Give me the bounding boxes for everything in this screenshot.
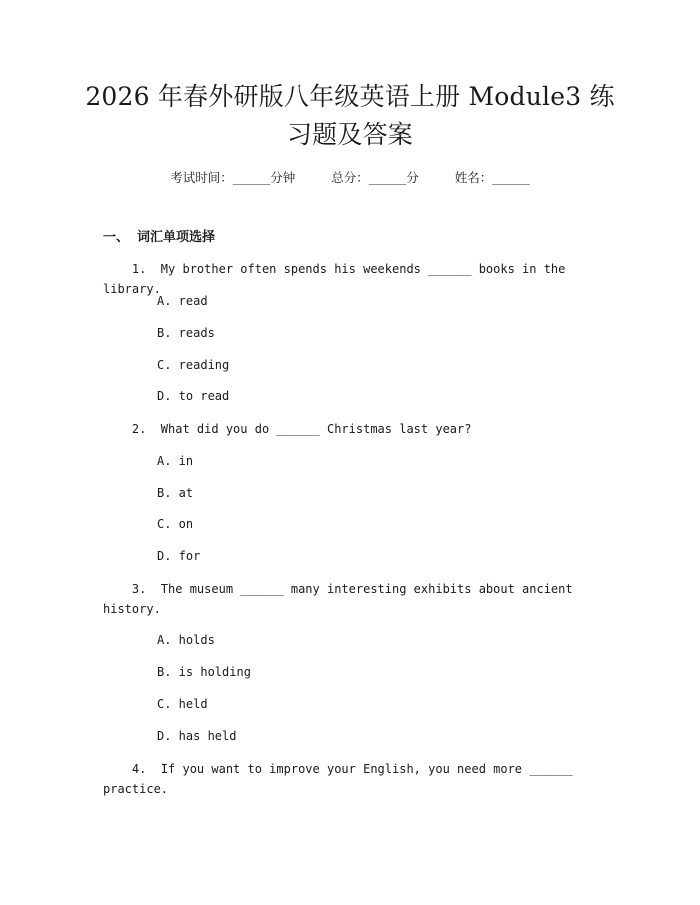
- q1-option-d: D. to read: [157, 389, 230, 403]
- q1-option-b: B. reads: [157, 326, 215, 340]
- title-line-1: 2026 年春外研版八年级英语上册 Module3 练: [85, 82, 615, 111]
- q3-option-c: C. held: [157, 697, 208, 711]
- question-4: 4. If you want to improve your English, you need more ______ practice.: [103, 762, 580, 796]
- q3-option-b: B. is holding: [157, 665, 251, 679]
- name-blank: ______: [492, 170, 530, 185]
- name-label: 姓名：: [454, 170, 493, 185]
- section-number: 一、: [103, 230, 130, 245]
- question-3: 3. The museum ______ many interesting exhibits about ancient history.: [103, 582, 580, 616]
- q2-option-a: A. in: [157, 454, 194, 468]
- q3-option-d: D. has held: [157, 729, 237, 743]
- question-1: 1. My brother often spends his weekends ______ books in the library.: [103, 262, 573, 296]
- q1-option-a: A. read: [157, 294, 208, 308]
- q2-option-d: D. for: [157, 549, 201, 563]
- question-2: 2. What did you do ______ Christmas last year?: [103, 422, 472, 436]
- score-unit: 分: [406, 170, 419, 185]
- section-heading: [103, 229, 215, 247]
- time-blank: ______: [232, 170, 271, 185]
- score-blank: ______: [368, 170, 407, 185]
- document-title: [60, 78, 640, 154]
- title-line-2: 习题及答案: [286, 120, 413, 149]
- q3-option-a: A. holds: [157, 633, 215, 647]
- score-label: 总分：: [331, 170, 369, 185]
- exam-meta: [0, 169, 700, 187]
- q2-option-c: C. on: [157, 517, 194, 531]
- section-title: 词汇单项选择: [137, 230, 216, 245]
- q2-option-b: B. at: [157, 486, 194, 500]
- q1-option-c: C. reading: [157, 358, 230, 372]
- time-label: 考试时间：: [170, 170, 233, 185]
- time-unit: 分钟: [270, 170, 296, 185]
